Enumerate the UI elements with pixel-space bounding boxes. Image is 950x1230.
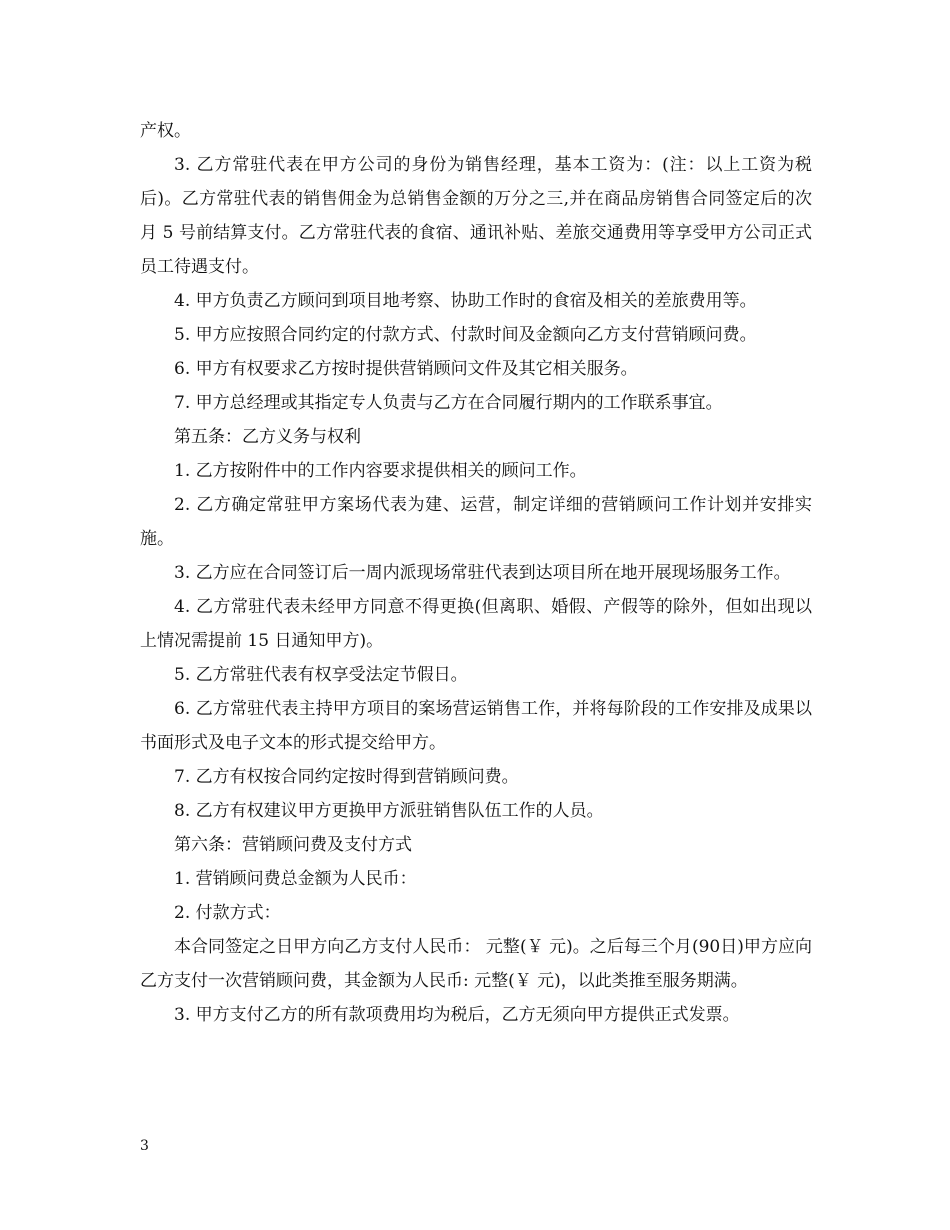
paragraph-5: 6. 甲方有权要求乙方按时提供营销顾问文件及其它相关服务。: [174, 359, 638, 379]
paragraph-16: 2. 付款方式：: [174, 903, 281, 923]
paragraph-14: 8. 乙方有权建议甲方更换甲方派驻销售队伍工作的人员。: [174, 801, 604, 821]
section-heading-6: 第六条：营销顾问费及支付方式: [174, 835, 412, 855]
paragraph-8: 2. 乙方确定常驻甲方案场代表为建、运营，制定详细的营销顾问工作计划并安排实施。: [140, 495, 812, 549]
paragraph-17: 本合同签定之日甲方向乙方支付人民币： 元整(￥ 元)。之后每三个月(90日)甲方应向乙方支付一次营销顾问费，其金额为人民币: 元整(￥ 元)，以此类推至服务期满。: [140, 937, 812, 991]
paragraph-15: 1. 营销顾问费总金额为人民币：: [174, 869, 417, 889]
paragraph-2: 3. 乙方常驻代表在甲方公司的身份为销售经理，基本工资为：(注：以上工资为税后)。乙方常驻代表的销售佣金为总销售金额的万分之三,并在商品房销售合同签定后的次月 5 号前结算支付。乙方常驻代表的食宿、通讯补贴、差旅交通费用等享受甲方公司正式员工待遇支付。: [140, 155, 812, 277]
paragraph-3: 4. 甲方负责乙方顾问到项目地考察、协助工作时的食宿及相关的差旅费用等。: [174, 291, 757, 311]
paragraph-13: 7. 乙方有权按合同约定按时得到营销顾问费。: [174, 767, 519, 787]
paragraph-11: 5. 乙方常驻代表有权享受法定节假日。: [174, 665, 468, 685]
paragraph-6: 7. 甲方总经理或其指定专人负责与乙方在合同履行期内的工作联系事宜。: [174, 393, 723, 413]
paragraph-1: 产权。: [140, 121, 191, 141]
paragraph-10: 4. 乙方常驻代表未经甲方同意不得更换(但离职、婚假、产假等的除外，但如出现以上情况需提前 15 日通知甲方)。: [140, 597, 812, 651]
paragraph-9: 3. 乙方应在合同签订后一周内派现场常驻代表到达项目所在地开展现场服务工作。: [174, 563, 791, 583]
document-body: [140, 114, 812, 1032]
paragraph-7: 1. 乙方按附件中的工作内容要求提供相关的顾问工作。: [174, 461, 587, 481]
paragraph-18: 3. 甲方支付乙方的所有款项费用均为税后，乙方无须向甲方提供正式发票。: [174, 1005, 740, 1025]
paragraph-4: 5. 甲方应按照合同约定的付款方式、付款时间及金额向乙方支付营销顾问费。: [174, 325, 757, 345]
paragraph-12: 6. 乙方常驻代表主持甲方项目的案场营运销售工作，并将每阶段的工作安排及成果以书面形式及电子文本的形式提交给甲方。: [140, 699, 812, 753]
section-heading-5: 第五条：乙方义务与权利: [174, 427, 361, 447]
page-number: 3: [140, 1138, 149, 1154]
